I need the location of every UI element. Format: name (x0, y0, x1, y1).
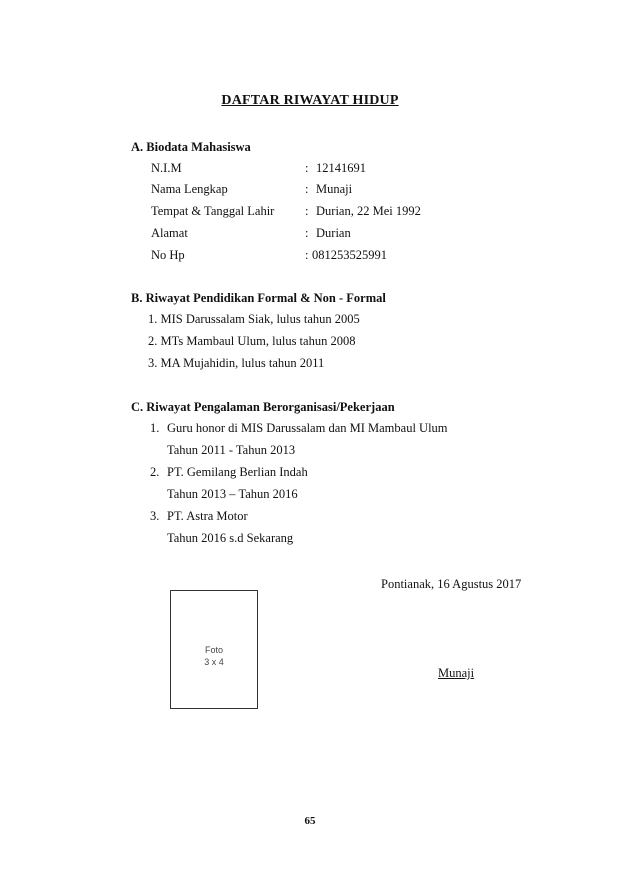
photo-placeholder (170, 590, 258, 709)
biodata-value-nim: 12141691 (316, 161, 366, 175)
experience-title: PT. Astra Motor (167, 509, 248, 523)
biodata-label-nim: N.I.M (151, 161, 182, 175)
photo-size-label: 3 x 4 (204, 657, 224, 667)
signature-place-date: Pontianak, 16 Agustus 2017 (381, 577, 522, 591)
biodata-value-phone: 081253525991 (312, 248, 387, 262)
experience-num: 3. (150, 509, 160, 523)
biodata-sep-name: : (305, 182, 309, 196)
biodata-label-address: Alamat (151, 226, 188, 240)
biodata-label-phone: No Hp (151, 248, 185, 262)
photo-label: Foto (204, 645, 223, 655)
section-c-heading: C. Riwayat Pengalaman Berorganisasi/Pekerjaan (131, 400, 395, 414)
signature-name: Munaji (438, 666, 475, 680)
education-item: 2. MTs Mambaul Ulum, lulus tahun 2008 (148, 334, 356, 348)
experience-num: 1. (150, 421, 160, 435)
biodata-sep-nim: : (305, 161, 309, 175)
biodata-value-name: Munaji (316, 182, 353, 196)
biodata-label-name: Nama Lengkap (151, 182, 228, 196)
biodata-sep-birth: : (305, 204, 309, 218)
biodata-sep-phone: : (305, 248, 309, 262)
experience-period: Tahun 2016 s.d Sekarang (167, 531, 294, 545)
section-b-heading: B. Riwayat Pendidikan Formal & Non - Formal (131, 291, 386, 305)
biodata-value-birth: Durian, 22 Mei 1992 (316, 204, 421, 218)
document-title: DAFTAR RIWAYAT HIDUP (221, 93, 399, 108)
biodata-sep-address: : (305, 226, 309, 240)
experience-num: 2. (150, 465, 160, 479)
biodata-label-birth: Tempat & Tanggal Lahir (151, 204, 275, 218)
experience-period: Tahun 2013 – Tahun 2016 (167, 487, 298, 501)
education-item: 1. MIS Darussalam Siak, lulus tahun 2005 (148, 312, 360, 326)
experience-title: Guru honor di MIS Darussalam dan MI Mambaul Ulum (167, 421, 448, 435)
biodata-value-address: Durian (316, 226, 351, 240)
section-a-heading: A. Biodata Mahasiswa (131, 140, 251, 154)
page-number: 65 (304, 815, 316, 827)
education-item: 3. MA Mujahidin, lulus tahun 2011 (148, 356, 325, 370)
experience-title: PT. Gemilang Berlian Indah (167, 465, 308, 479)
experience-period: Tahun 2011 - Tahun 2013 (167, 443, 296, 457)
